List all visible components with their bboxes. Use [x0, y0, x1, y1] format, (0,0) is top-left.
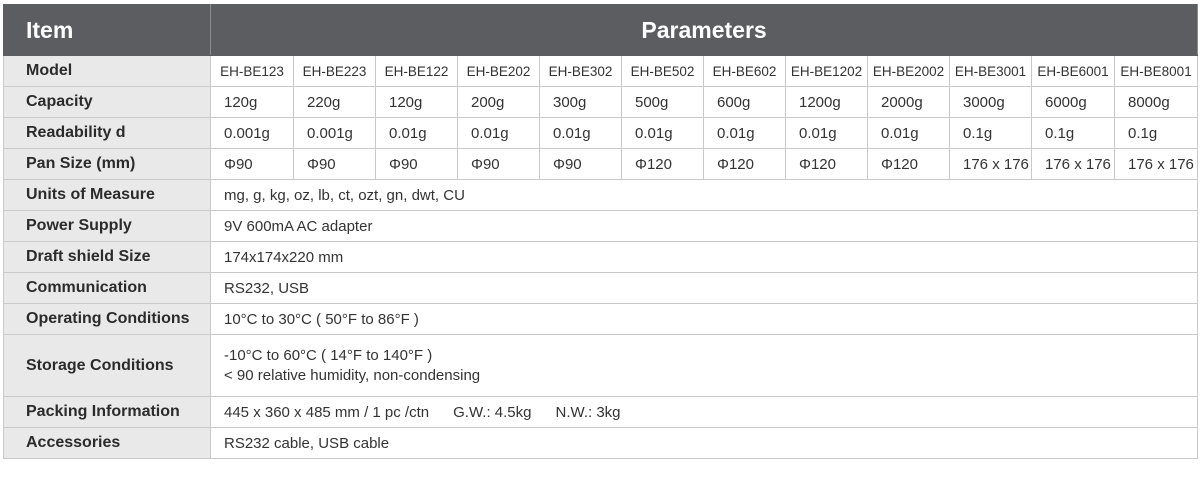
capacity-cell: 120g	[376, 87, 458, 118]
operating-value: 10°C to 30°C ( 50°F to 86°F )	[211, 304, 1198, 335]
readability-cell: 0.01g	[868, 118, 950, 149]
readability-cell: 0.001g	[211, 118, 294, 149]
row-label-packing: Packing Information	[4, 397, 211, 428]
readability-cell: 0.01g	[786, 118, 868, 149]
row-label-power: Power Supply	[4, 211, 211, 242]
model-cell: EH-BE502	[622, 56, 704, 87]
model-cell: EH-BE223	[294, 56, 376, 87]
capacity-cell: 2000g	[868, 87, 950, 118]
units-row	[4, 180, 1198, 211]
storage-row	[4, 335, 1198, 397]
storage-value	[211, 335, 1198, 397]
readability-cell: 0.01g	[622, 118, 704, 149]
row-label-draft-shield: Draft shield Size	[4, 242, 211, 273]
pan-size-cell: Φ120	[704, 149, 786, 180]
packing-row	[4, 397, 1198, 428]
model-cell: EH-BE122	[376, 56, 458, 87]
pan-size-row	[4, 149, 1198, 180]
model-cell: EH-BE3001	[950, 56, 1032, 87]
row-label-units: Units of Measure	[4, 180, 211, 211]
operating-row	[4, 304, 1198, 335]
readability-cell: 0.01g	[376, 118, 458, 149]
model-cell: EH-BE302	[540, 56, 622, 87]
capacity-row	[4, 87, 1198, 118]
row-label-communication: Communication	[4, 273, 211, 304]
row-label-operating: Operating Conditions	[4, 304, 211, 335]
pan-size-cell: Φ90	[294, 149, 376, 180]
capacity-cell: 500g	[622, 87, 704, 118]
row-label-accessories: Accessories	[4, 428, 211, 459]
row-label-pan-size: Pan Size (mm)	[4, 149, 211, 180]
pan-size-cell: Φ90	[376, 149, 458, 180]
parameters-column-header: Parameters	[211, 5, 1198, 56]
model-cell: EH-BE202	[458, 56, 540, 87]
model-cell: EH-BE2002	[868, 56, 950, 87]
readability-cell: 0.01g	[704, 118, 786, 149]
capacity-cell: 6000g	[1032, 87, 1115, 118]
power-value: 9V 600mA AC adapter	[211, 211, 1198, 242]
accessories-value: RS232 cable, USB cable	[211, 428, 1198, 459]
power-row	[4, 211, 1198, 242]
pan-size-cell: Φ90	[540, 149, 622, 180]
communication-row	[4, 273, 1198, 304]
readability-cell: 0.1g	[1115, 118, 1198, 149]
readability-cell: 0.01g	[540, 118, 622, 149]
pan-size-cell: 176 x 176	[1032, 149, 1115, 180]
spec-table	[3, 4, 1198, 459]
pan-size-cell: Φ90	[458, 149, 540, 180]
item-column-header: Item	[4, 5, 211, 56]
units-value: mg, g, kg, oz, lb, ct, ozt, gn, dwt, CU	[211, 180, 1198, 211]
row-label-model: Model	[4, 56, 211, 87]
capacity-cell: 200g	[458, 87, 540, 118]
communication-value: RS232, USB	[211, 273, 1198, 304]
capacity-cell: 8000g	[1115, 87, 1198, 118]
model-cell: EH-BE602	[704, 56, 786, 87]
pan-size-cell: Φ90	[211, 149, 294, 180]
capacity-cell: 220g	[294, 87, 376, 118]
header-row	[4, 5, 1198, 56]
packing-net-weight: N.W.: 3kg	[555, 403, 621, 421]
readability-cell: 0.001g	[294, 118, 376, 149]
pan-size-cell: 176 x 176	[1115, 149, 1198, 180]
packing-dimensions: 445 x 360 x 485 mm / 1 pc /ctn	[224, 403, 430, 421]
packing-gross-weight: G.W.: 4.5kg	[453, 403, 532, 421]
model-cell: EH-BE123	[211, 56, 294, 87]
readability-cell: 0.1g	[1032, 118, 1115, 149]
storage-temperature: -10°C to 60°C ( 14°F to 140°F )	[224, 346, 433, 364]
model-cell: EH-BE6001	[1032, 56, 1115, 87]
readability-cell: 0.01g	[458, 118, 540, 149]
model-row	[4, 56, 1198, 87]
readability-row	[4, 118, 1198, 149]
capacity-cell: 3000g	[950, 87, 1032, 118]
model-cell: EH-BE8001	[1115, 56, 1198, 87]
row-label-capacity: Capacity	[4, 87, 211, 118]
pan-size-cell: Φ120	[868, 149, 950, 180]
pan-size-cell: Φ120	[786, 149, 868, 180]
row-label-readability: Readability d	[4, 118, 211, 149]
model-cell: EH-BE1202	[786, 56, 868, 87]
pan-size-cell: 176 x 176	[950, 149, 1032, 180]
readability-cell: 0.1g	[950, 118, 1032, 149]
draft-shield-value: 174x174x220 mm	[211, 242, 1198, 273]
capacity-cell: 1200g	[786, 87, 868, 118]
draft-shield-row	[4, 242, 1198, 273]
packing-value	[211, 397, 1198, 428]
accessories-row	[4, 428, 1198, 459]
storage-humidity: < 90 relative humidity, non-condensing	[224, 366, 481, 384]
capacity-cell: 300g	[540, 87, 622, 118]
row-label-storage: Storage Conditions	[4, 335, 211, 397]
capacity-cell: 600g	[704, 87, 786, 118]
pan-size-cell: Φ120	[622, 149, 704, 180]
capacity-cell: 120g	[211, 87, 294, 118]
